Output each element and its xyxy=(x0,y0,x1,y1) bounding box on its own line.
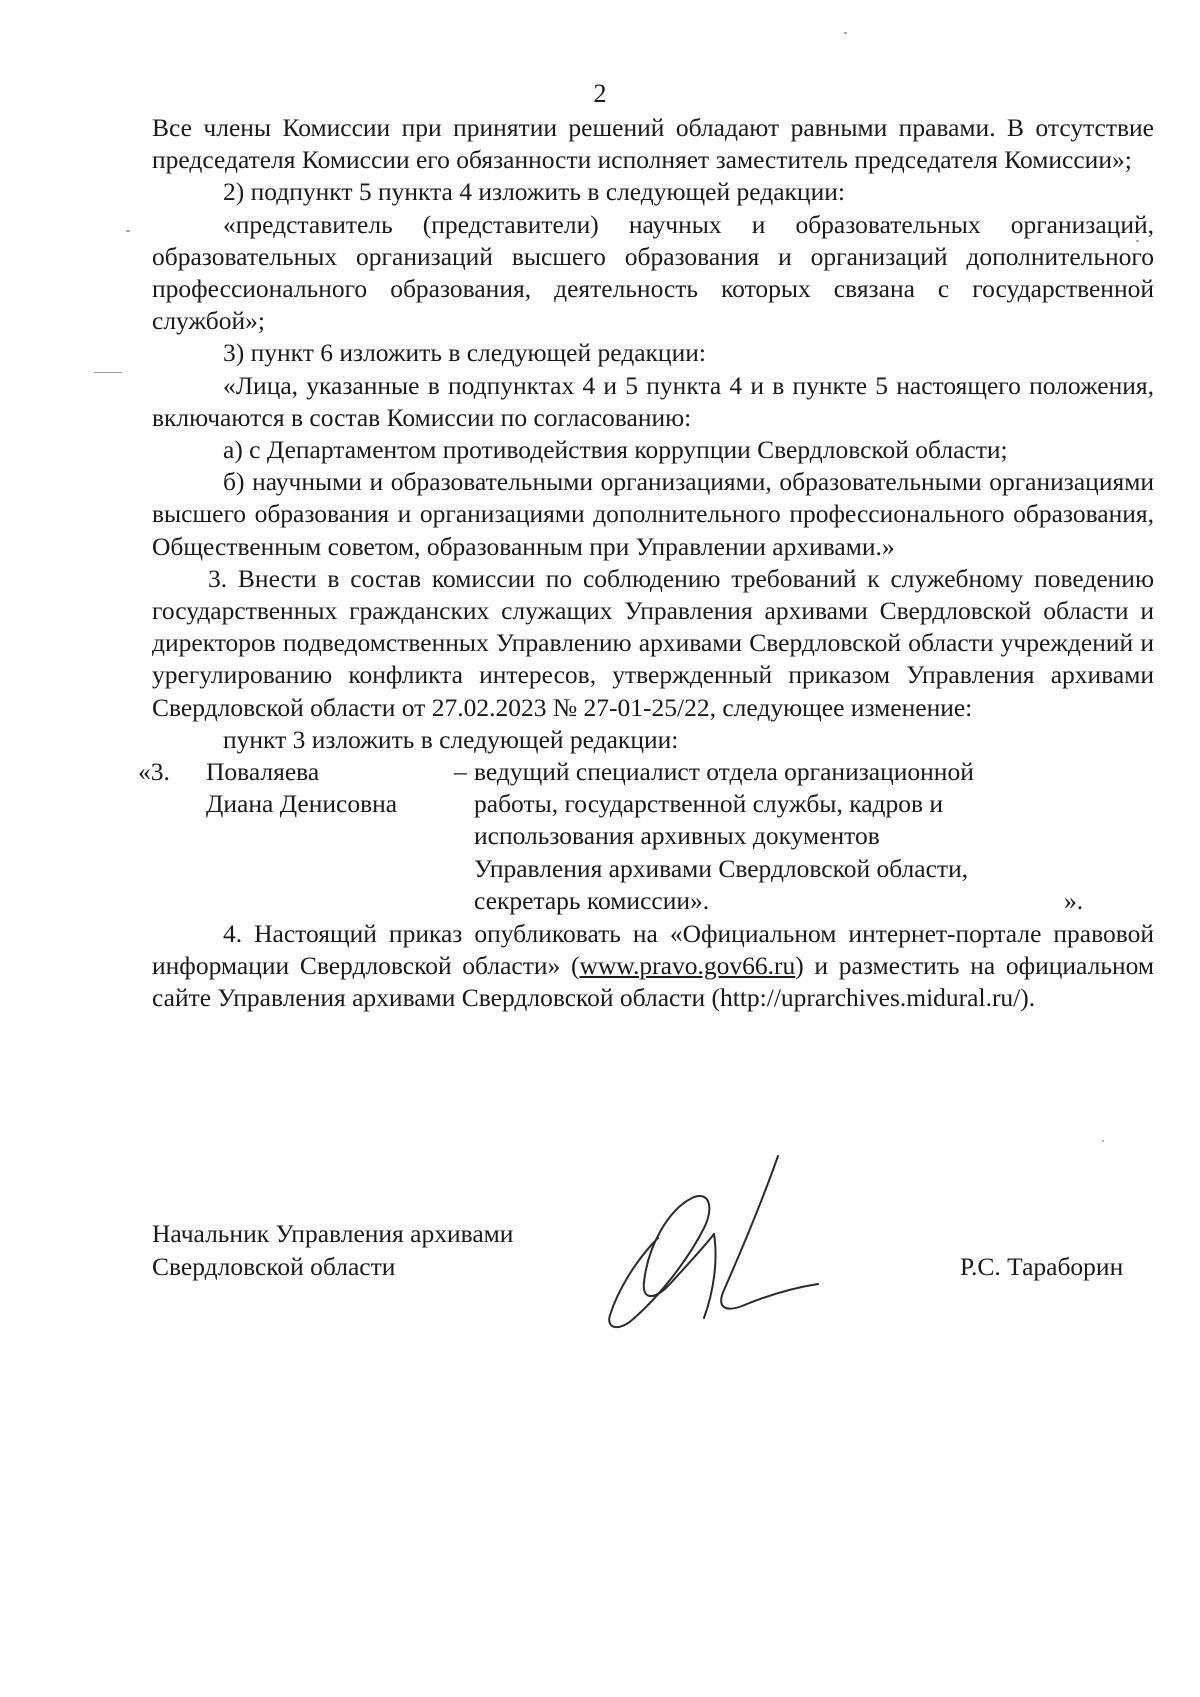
paragraph-section-4 xyxy=(152,918,1154,1015)
page-number: 2 xyxy=(593,79,607,108)
member-position-line: ведущий специалист отдела организационной xyxy=(474,757,974,787)
member-position-line: секретарь комиссии». xyxy=(474,885,710,915)
member-dash: – xyxy=(454,757,467,787)
paragraph-section-3: 3. Внести в состав комиссии по соблюдению требований к служебному поведению государственных гражданских служащих Управления архивами Свердловской области и директоров подведомственных Управлению архивами Свердловской области учреждений и урегулированию конфликта интересов, утвержденный приказом Управления архивами Свердловской области от 27.02.2023 № 27-01-25/22, следующее изменение: xyxy=(152,563,1154,722)
scan-artifact xyxy=(844,32,847,34)
pravo-portal-link[interactable]: www.pravo.gov66.ru xyxy=(579,951,796,981)
member-surname: Поваляева xyxy=(206,757,320,787)
section-4-text-start: 4. Настоящий приказ опубликовать на «Официальном интернет-портале правовой информации Свердловской области» ( xyxy=(152,919,1154,981)
scan-artifact xyxy=(1102,1140,1104,1142)
member-given-names: Диана Денисовна xyxy=(206,789,398,819)
paragraph-point-3-edit: пункт 3 изложить в следующей редакции: xyxy=(223,724,679,754)
member-position-line: Управления архивами Свердловской области, xyxy=(474,853,969,883)
member-closing-quote: ». xyxy=(1064,886,1084,916)
paragraph-subpoint-2: 2) подпункт 5 пункта 4 изложить в следующей редакции: xyxy=(223,177,845,207)
scan-artifact xyxy=(94,372,122,373)
paragraph-members-equal-rights: Все члены Комиссии при принятии решений обладают равными правами. В отсутствие председателя Комиссии его обязанности исполняет заместитель председателя Комиссии»; xyxy=(152,113,1154,175)
scan-artifact xyxy=(126,230,130,232)
member-position-line: работы, государственной службы, кадров и xyxy=(474,789,944,819)
paragraph-item-b: б) научными и образовательными организациями, образовательными организациями высшего образования и организациями дополнительного профессионального образования, Общественным советом, образованным при Управлении архивами.» xyxy=(152,467,1154,561)
paragraph-subpoint-3: 3) пункт 6 изложить в следующей редакции: xyxy=(223,338,706,368)
member-position-line: использования архивных документов xyxy=(474,821,880,851)
signatory-position xyxy=(152,1217,513,1283)
scan-artifact xyxy=(1136,240,1139,242)
paragraph-representatives: «представитель (представители) научных и образовательных организаций, образовательных организаций высшего образования и организаций дополнительного профессионального образования, деятельность которых связана с государственной службой»; xyxy=(152,209,1154,336)
signer-name: Р.С. Тараборин xyxy=(960,1252,1124,1281)
handwritten-signature xyxy=(596,1150,836,1335)
signatory-position-line: Начальник Управления архивами xyxy=(152,1219,514,1248)
member-name xyxy=(206,756,436,820)
signatory-position-line: Свердловской области xyxy=(152,1252,396,1281)
section-4-text-end: ) и разместить на официальном сайте Управления архивами Свердловской области (http://uprarchives.midural.ru/). xyxy=(152,951,1154,1013)
member-number: «3. xyxy=(138,757,170,787)
document-body xyxy=(138,112,1154,1015)
member-position xyxy=(474,756,1034,917)
paragraph-persons-included: «Лица, указанные в подпунктах 4 и 5 пункта 4 и в пункте 5 настоящего положения, включаются в состав Комиссии по согласованию: xyxy=(152,370,1154,432)
commission-member-entry xyxy=(138,756,1154,918)
paragraph-item-a: а) с Департаментом противодействия коррупции Свердловской области; xyxy=(223,435,1008,465)
